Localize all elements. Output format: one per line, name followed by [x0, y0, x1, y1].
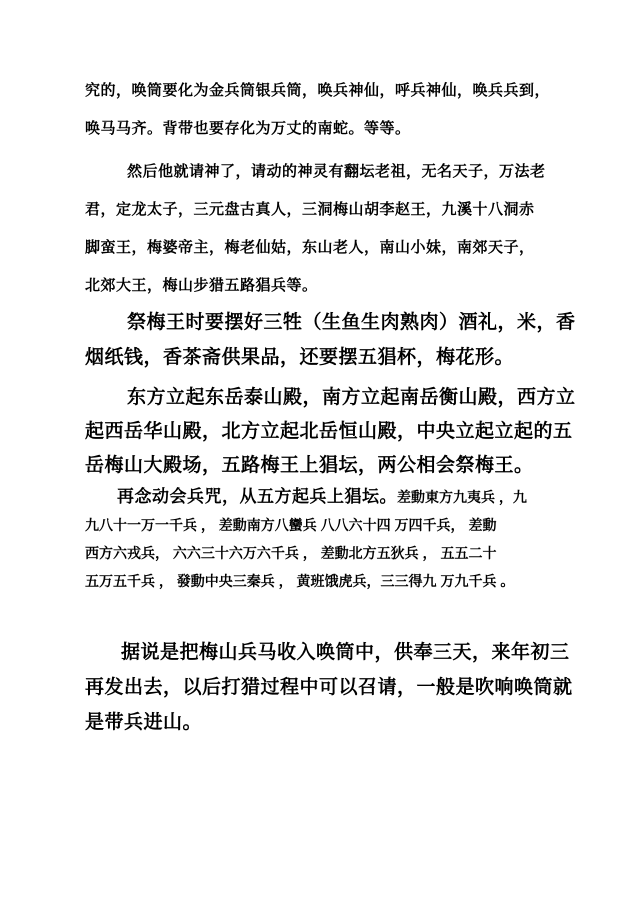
text-line: 究的，唤筒要化为金兵筒银兵筒，唤兵神仙，呼兵神仙，唤兵兵到， — [85, 82, 551, 99]
paragraph-5 — [85, 483, 585, 595]
text-line: 然后他就请神了，请动的神灵有翻坛老祖，无名天子，万法老 — [127, 163, 546, 180]
text-line: 起西岳华山殿，北方立起北岳恒山殿，中央立起立起的五 — [85, 421, 573, 442]
text-line: 脚蛮王，梅婆帝主，梅老仙姑，东山老人，南山小妹，南郊天子， — [85, 239, 535, 256]
text-line: 岳梅山大殿场，五路梅王上猖坛，两公相会祭梅王。 — [85, 455, 534, 476]
text-line: 东方立起东岳泰山殿，南方立起南岳衡山殿，西方立 — [127, 387, 576, 408]
text-line: 五万五千兵 ， 發動中央三秦兵 ， 黄班饿虎兵，三三得九 万九千兵 。 — [85, 573, 515, 589]
text-line: 烟纸钱，香茶斋供果品，还要摆五猖杯，梅花形。 — [85, 347, 515, 368]
text-line: 北郊大王，梅山步猎五路猖兵等。 — [85, 277, 318, 294]
text-line: 再发出去，以后打猎过程中可以召请，一般是吹响唤筒就 — [85, 677, 573, 698]
text-line — [85, 483, 585, 511]
text-line: 是带兵进山。 — [85, 712, 203, 733]
text-line: 君，定龙太子，三元盘古真人，三洞梅山胡李赵王，九溪十八洞赤 — [85, 201, 535, 218]
document-body — [85, 0, 585, 740]
text-line: 西方六戎兵， 六六三十六万六千兵 ， 差動北方五狄兵 ， 五五二十 — [85, 545, 497, 561]
paragraph-4 — [85, 381, 585, 483]
paragraph-6 — [85, 635, 585, 740]
text-line: 九八十一万一千兵 ， 差動南方八蠻兵 八八六十四 万四千兵， 差動 — [85, 517, 497, 533]
text-line: 唤马马齐。背带也要存化为万丈的南蛇。等等。 — [85, 120, 411, 137]
text-line: 据说是把梅山兵马收入唤筒中，供奉三天，来年初三 — [121, 642, 570, 663]
spell-intro-text: 再念动会兵咒，从五方起兵上猖坛。 — [117, 487, 397, 506]
paragraph-1 — [85, 72, 585, 148]
paragraph-2 — [85, 153, 585, 305]
spell-east-text: 差動東方九夷兵 ，九 — [397, 489, 527, 505]
paragraph-3 — [85, 305, 585, 375]
text-line: 祭梅王时要摆好三牲（生鱼生肉熟肉）酒礼，米，香 — [127, 312, 576, 333]
